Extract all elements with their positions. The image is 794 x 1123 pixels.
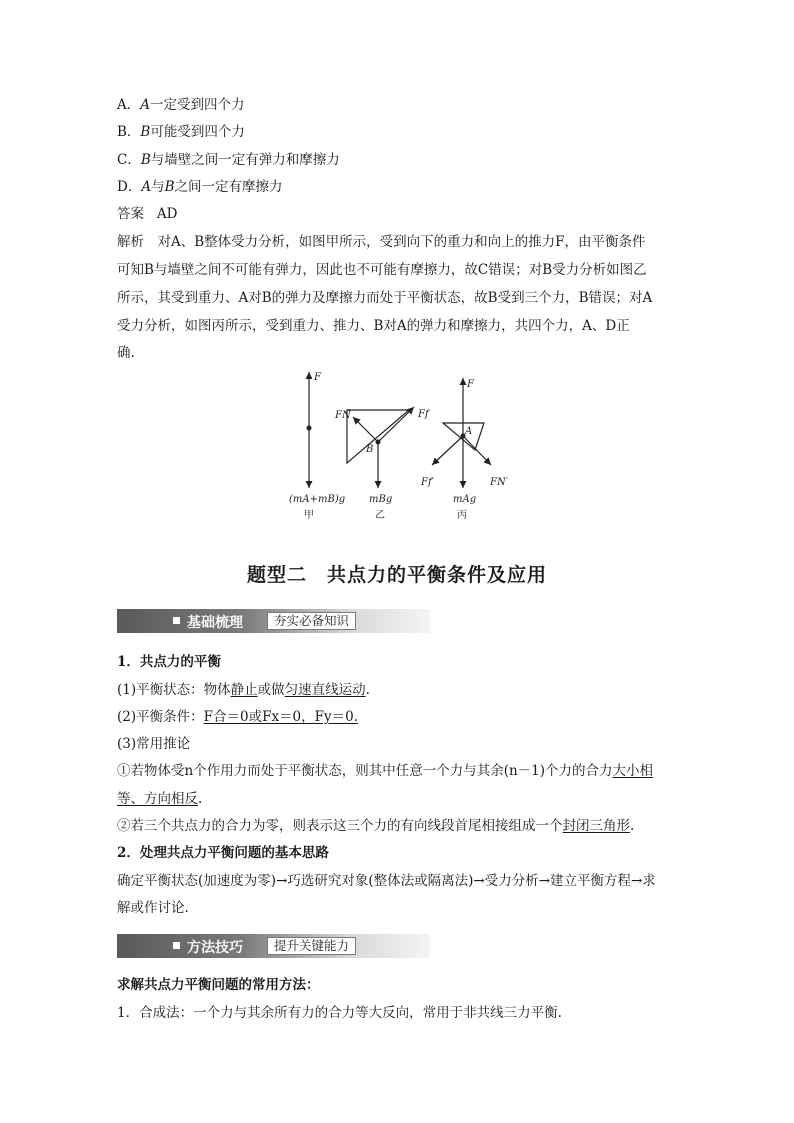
arrow-ff-bing (432, 436, 463, 465)
label-ff-bing: Ff′ (421, 477, 434, 488)
label-g-bing: mAg (453, 494, 477, 505)
arrow-ff-yi (378, 407, 414, 442)
diagram-yi (334, 407, 431, 521)
label-g-yi: mBg (369, 494, 393, 505)
analysis-line-3: 所示，其受到重力、A对B的弹力及摩擦力而处于平衡状态，故B受到三个力，B错误；对A (117, 290, 653, 306)
analysis-line-4: 受力分析，如图丙所示，受到重力、推力、B对A的弹力和摩擦力，共四个力，A、D正 (117, 318, 630, 334)
label-fn-yi: FN (335, 410, 351, 421)
caption-jia: 甲 (304, 510, 314, 521)
basics-state: (1)平衡状态：物体静止或做匀速直线运动. (117, 682, 370, 698)
label-fn-bing: FN′ (490, 477, 508, 488)
banner-methods-sub: 提升关键能力 (267, 937, 356, 955)
methods-intro: 求解共点力平衡问题的常用方法： (117, 977, 320, 993)
banner-methods-title: 方法技巧 (187, 940, 243, 956)
option-d: D．A与B之间一定有摩擦力 (117, 179, 283, 195)
option-a: A．A一定受到四个力 (117, 97, 245, 113)
basics-heading-2: 2．处理共点力平衡问题的基本思路 (117, 845, 329, 861)
basics-heading-1: 1．共点力的平衡 (117, 654, 221, 670)
basics-process-2: 解或作讨论. (117, 900, 189, 916)
diagram-jia (289, 372, 345, 521)
arrow-fn-yi (353, 417, 378, 442)
banner-basics-title: 基础梳理 (187, 615, 243, 631)
banner-methods (117, 934, 430, 958)
methods-item-1: 1．合成法：一个力与其余所有力的合力等大反向，常用于非共线三力平衡. (117, 1005, 562, 1021)
label-f-jia: F (314, 372, 321, 383)
answer-value: AD (156, 206, 178, 222)
analysis-line-1: 解析 对A、B整体受力分析，如图甲所示，受到向下的重力和向上的推力F，由平衡条件 (117, 234, 646, 250)
basics-condition: (2)平衡条件：F合＝0或Fx＝0，Fy＝0. (117, 709, 359, 725)
arrow-fn-bing (463, 436, 491, 465)
diagram-bing (420, 378, 509, 521)
banner-basics-sub: 夯实必备知识 (267, 612, 356, 630)
caption-bing: 丙 (457, 510, 467, 521)
basics-corollary-title: (3)常用推论 (117, 736, 191, 752)
answer-line (117, 204, 177, 224)
label-block-a: A (465, 426, 473, 437)
option-b: B．B可能受到四个力 (117, 124, 245, 140)
analysis-line-5: 确. (117, 345, 135, 361)
basics-process-1: 确定平衡状态(加速度为零)→巧选研究对象(整体法或隔离法)→受力分析→建立平衡方程→求 (117, 873, 656, 889)
label-f-bing: F (467, 379, 474, 390)
label-block-b: B (366, 444, 374, 455)
analysis-line-2: 可知B与墙壁之间不可能有弹力，因此也不可能有摩擦力，故C错误；对B受力分析如图乙 (117, 262, 647, 278)
square-icon (173, 942, 180, 949)
answer-label: 答案 (117, 206, 144, 222)
basics-corollary-1-cont: 等、方向相反. (117, 791, 203, 807)
caption-yi: 乙 (375, 510, 385, 521)
force-diagrams (0, 362, 794, 532)
label-g-jia: (mA+mB)g (289, 494, 346, 505)
basics-corollary-2: ②若三个共点力的合力为零，则表示这三个力的有向线段首尾相接组成一个封闭三角形. (117, 818, 635, 834)
basics-corollary-1: ①若物体受n个作用力而处于平衡状态，则其中任意一个力与其余(n－1)个力的合力大小相 (117, 763, 654, 779)
square-icon (173, 617, 180, 624)
banner-basics (117, 609, 430, 633)
option-c: C．B与墙壁之间一定有弹力和摩擦力 (117, 152, 340, 168)
label-ff-yi: Ff (418, 409, 429, 420)
point-jia (307, 426, 312, 431)
section-title: 题型二 共点力的平衡条件及应用 (246, 564, 547, 586)
